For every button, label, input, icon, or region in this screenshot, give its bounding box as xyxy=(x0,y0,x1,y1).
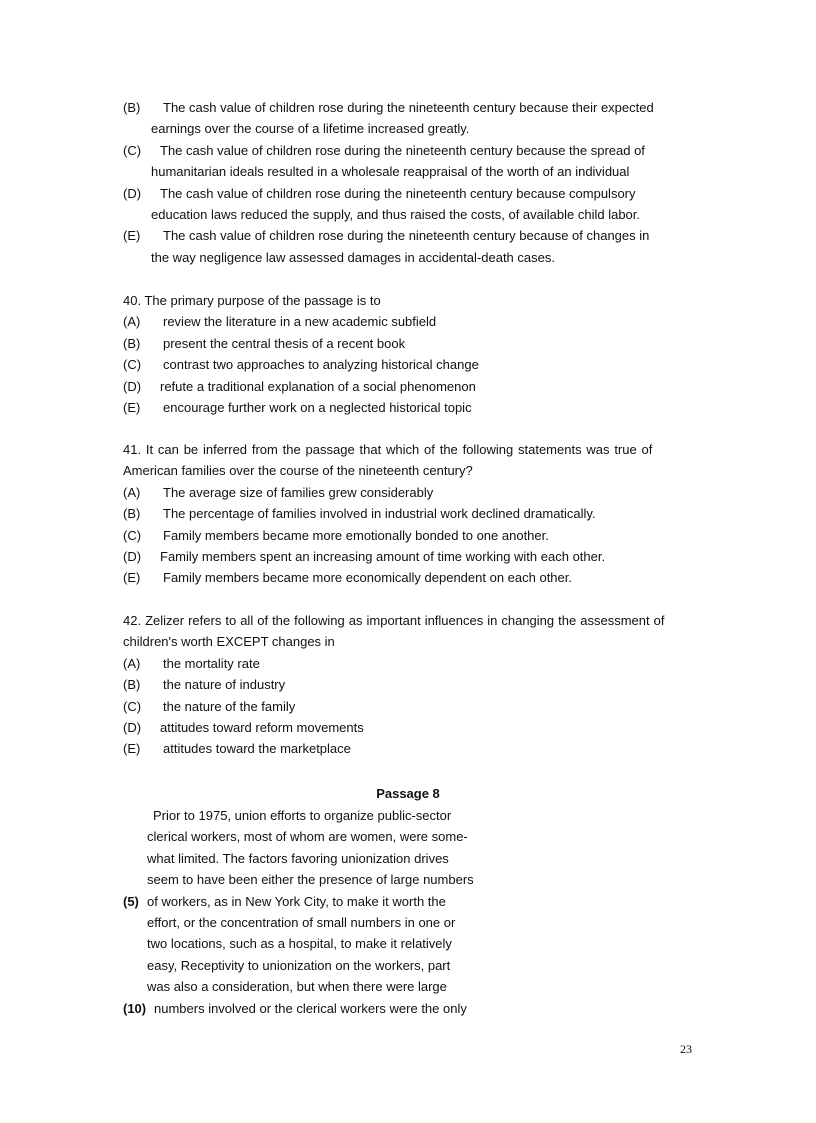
q39-option-e-line1: (E) The cash value of children rose during the nineteenth century because of changes in xyxy=(123,228,650,244)
passage-line: two locations, such as a hospital, to make it relatively xyxy=(147,936,452,952)
q42-option-a[interactable]: (A) the mortality rate xyxy=(123,655,260,671)
passage-title: Passage 8 xyxy=(376,786,440,801)
passage-body xyxy=(123,805,543,1019)
q40-option-d[interactable]: (D) refute a traditional explanation of a social phenomenon xyxy=(123,378,476,394)
q40-option-b[interactable]: (B) present the central thesis of a recent book xyxy=(123,335,406,351)
q40-option-a[interactable]: (A) review the literature in a new academic subfield xyxy=(123,314,437,330)
q41-option-d[interactable]: (D) Family members spent an increasing amount of time working with each other. xyxy=(123,548,606,564)
passage-line: (10) numbers involved or the clerical workers were the only xyxy=(123,1000,467,1016)
q41-stem-line2: American families over the course of the nineteenth century? xyxy=(123,463,473,479)
q42-option-c[interactable]: (C) the nature of the family xyxy=(123,698,296,714)
question-42 xyxy=(123,610,693,760)
q42-stem-line1: 42. Zelizer refers to all of the following as important influences in changing the assessment of xyxy=(123,613,665,628)
q42-stem-line2: children's worth EXCEPT changes in xyxy=(123,634,335,650)
q42-option-d[interactable]: (D) attitudes toward reform movements xyxy=(123,719,364,735)
q40-option-e[interactable]: (E) encourage further work on a neglected historical topic xyxy=(123,399,472,415)
q41-option-e[interactable]: (E) Family members became more economically dependent on each other. xyxy=(123,570,572,586)
q39-option-b-line2: earnings over the course of a lifetime increased greatly. xyxy=(151,121,470,137)
q41-option-a[interactable]: (A) The average size of families grew considerably xyxy=(123,484,434,500)
q41-option-c[interactable]: (C) Family members became more emotionally bonded to one another. xyxy=(123,527,549,543)
q39-option-e-line2: the way negligence law assessed damages in accidental-death cases. xyxy=(151,249,555,265)
q39-option-d-line2: education laws reduced the supply, and thus raised the costs, of available child labor. xyxy=(151,206,641,222)
passage-line: was also a consideration, but when there were large xyxy=(147,979,447,995)
q40-stem: 40. The primary purpose of the passage is to xyxy=(123,293,381,308)
q39-option-c-line1: (C) The cash value of children rose during the nineteenth century because the spread of xyxy=(123,142,645,158)
q42-option-e[interactable]: (E) attitudes toward the marketplace xyxy=(123,741,351,757)
q39-options xyxy=(123,97,693,268)
question-40 xyxy=(123,290,693,418)
q42-option-b[interactable]: (B) the nature of industry xyxy=(123,677,286,693)
passage-line: easy, Receptivity to unionization on the workers, part xyxy=(147,957,451,973)
passage-line: seem to have been either the presence of large numbers xyxy=(147,872,474,888)
q39-option-c-line2: humanitarian ideals resulted in a wholesale reappraisal of the worth of an individual xyxy=(151,164,630,180)
passage-line: Prior to 1975, union efforts to organize public-sector xyxy=(153,808,452,823)
q39-option-b-line1: (B) The cash value of children rose during the nineteenth century because their expected xyxy=(123,100,654,115)
q40-option-c[interactable]: (C) contrast two approaches to analyzing historical change xyxy=(123,357,479,373)
passage-line: (5) of workers, as in New York City, to make it worth the xyxy=(123,893,446,909)
q41-stem-line1: 41. It can be inferred from the passage that which of the following statements was true of xyxy=(123,442,653,457)
passage-line: clerical workers, most of whom are women, were some- xyxy=(147,829,468,845)
passage-line: what limited. The factors favoring unionization drives xyxy=(147,850,449,866)
q41-option-b[interactable]: (B) The percentage of families involved in industrial work declined dramatically. xyxy=(123,506,596,522)
question-41 xyxy=(123,439,693,589)
passage-line: effort, or the concentration of small numbers in one or xyxy=(147,914,456,930)
page-number: 23 xyxy=(680,1042,692,1056)
q39-option-d-line1: (D) The cash value of children rose during the nineteenth century because compulsory xyxy=(123,185,636,201)
